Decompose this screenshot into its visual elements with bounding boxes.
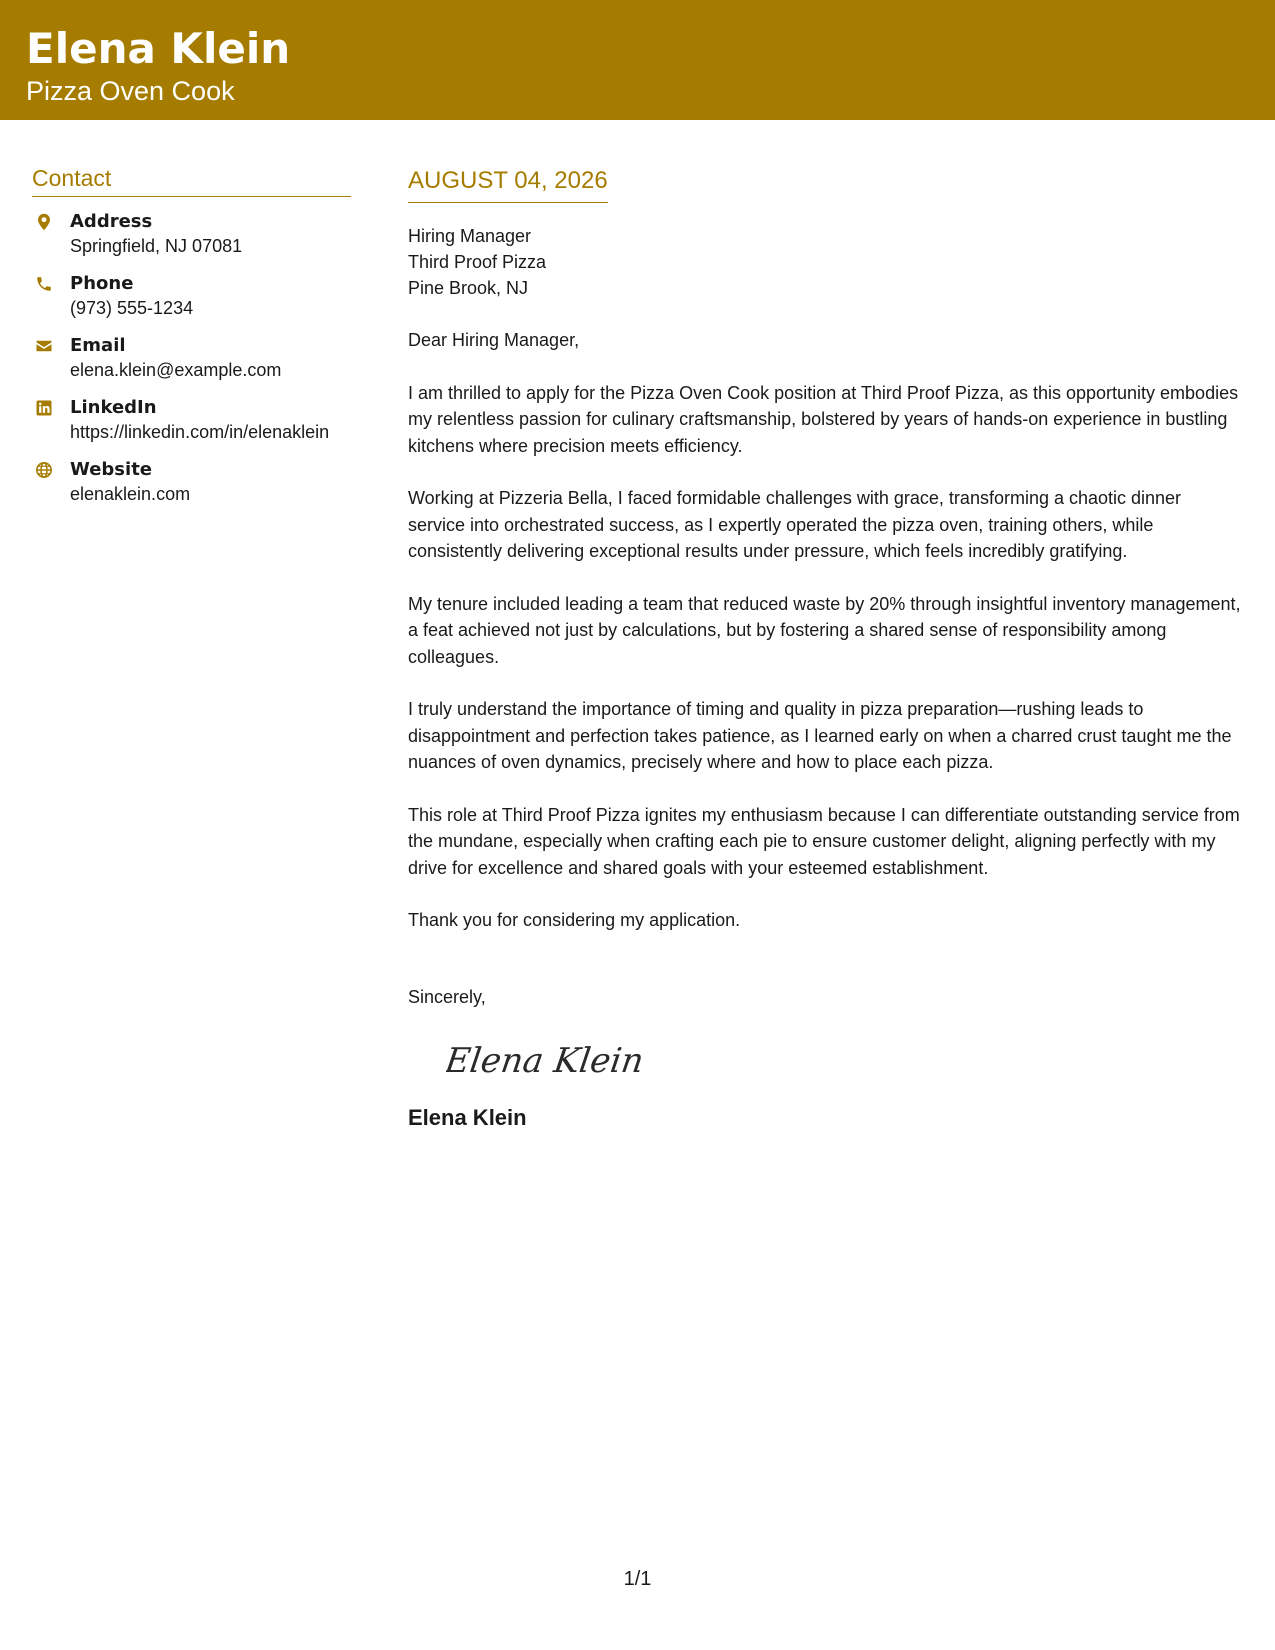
letter-date: AUGUST 04, 2026 xyxy=(408,166,608,203)
letter-paragraph: My tenure included leading a team that reduced waste by 20% through insightful inventory management, a feat achieved not just by calculations, but by fostering a shared sense of responsibility among colleagues. xyxy=(408,593,1241,667)
contact-value[interactable]: https://linkedin.com/in/elenaklein xyxy=(70,422,330,442)
letter-closing: Sincerely, xyxy=(408,986,486,1007)
contact-label: Website xyxy=(70,459,153,480)
phone-icon xyxy=(32,271,70,321)
contact-label: Address xyxy=(70,211,153,232)
letter-paragraph: This role at Third Proof Pizza ignites my enthusiasm because I can differentiate outstanding service from the mundane, especially when crafting each pie to ensure customer delight, aligning perfectly with my drive for excellence and shared goals with your esteemed establishment. xyxy=(408,804,1240,878)
handwritten-signature xyxy=(446,1028,1243,1088)
contact-value: elena.klein@example.com xyxy=(70,360,282,380)
envelope-icon xyxy=(32,333,70,383)
letter-paragraph: I truly understand the importance of timing and quality in pizza preparation—rushing leads to disappointment and perfection takes patience, as I learned early on when a charred crust taught me the nuances of oven dynamics, precisely where and how to place each pizza. xyxy=(408,699,1232,772)
recipient-line: Hiring Manager xyxy=(408,226,532,246)
applicant-role: Pizza Oven Cook xyxy=(26,76,235,106)
letter-greeting: Dear Hiring Manager, xyxy=(408,330,580,350)
linkedin-icon xyxy=(32,395,70,445)
contact-value[interactable]: elenaklein.com xyxy=(70,484,191,504)
signer-name: Elena Klein xyxy=(408,1105,527,1130)
contact-list xyxy=(32,209,351,507)
contact-item-website xyxy=(32,457,351,507)
globe-icon xyxy=(32,457,70,507)
contact-label: Phone xyxy=(70,273,134,294)
page-number: 1/1 xyxy=(623,1568,652,1590)
contact-section-title: Contact xyxy=(32,164,351,197)
applicant-name: Elena Klein xyxy=(26,24,291,73)
contact-value: (973) 555-1234 xyxy=(70,298,194,318)
letter-paragraph: Thank you for considering my application. xyxy=(408,910,741,930)
svg-text:Elena Klein: Elena Klein xyxy=(446,1041,647,1081)
recipient-line: Third Proof Pizza xyxy=(408,252,547,272)
letter-paragraph: Working at Pizzeria Bella, I faced formidable challenges with grace, transforming a chaotic dinner service into orchestrated success, as I expertly operated the pizza oven, training others, while consistently delivering exceptional results under pressure, which feels incredibly gratifying. xyxy=(408,488,1182,561)
contact-value: Springfield, NJ 07081 xyxy=(70,236,243,256)
letter-paragraph: I am thrilled to apply for the Pizza Oven Cook position at Third Proof Pizza, as this opportunity embodies my relentless passion for culinary craftsmanship, bolstered by years of hands-on experience in bustling kitchens where precision meets efficiency. xyxy=(408,382,1239,456)
header-banner xyxy=(0,0,1275,120)
contact-item-linkedin xyxy=(32,395,351,445)
contact-sidebar xyxy=(32,164,351,519)
contact-item-phone xyxy=(32,271,351,321)
recipient-block xyxy=(408,223,1243,301)
recipient-line: Pine Brook, NJ xyxy=(408,278,529,298)
contact-item-address xyxy=(32,209,351,259)
contact-label: Email xyxy=(70,335,126,356)
letter-body xyxy=(408,166,1243,1132)
contact-label: LinkedIn xyxy=(70,397,157,418)
contact-item-email xyxy=(32,333,351,383)
map-pin-icon xyxy=(32,209,70,259)
